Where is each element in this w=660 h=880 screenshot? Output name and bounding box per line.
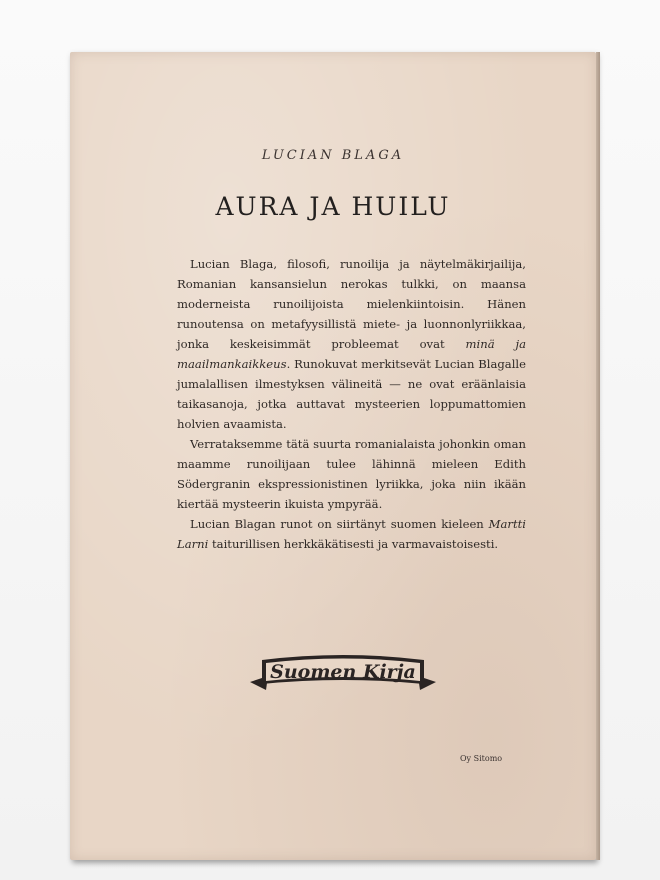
blurb-paragraph-2 — [177, 434, 526, 514]
blurb-paragraph-1 — [177, 254, 526, 434]
blurb-text-span: Lucian Blagan runot on siirtänyt suomen kieleen — [190, 517, 489, 531]
blurb-text — [177, 254, 526, 554]
blurb-text-span: Lucian Blaga, filosofi, runoilija ja näytelmäkirjailija, Romanian kansansielun nerokas tulkki, on maansa moderneista runoilijoista mielenkiintoisin. Hänen runoutensa on metafyysillistä miete- ja luonnonlyriikkaa, jonka keskeisimmät probleemat ovat — [177, 257, 526, 351]
blurb-text-span: taiturillisen herkkäkätisesti ja varmavaistoisesti. — [208, 537, 499, 551]
blurb-paragraph-3 — [177, 514, 526, 554]
publisher-logo — [246, 646, 440, 696]
book-title: AURA JA HUILU — [215, 192, 451, 221]
blurb-text-span: Verrataksemme tätä suurta romanialaista johonkin oman maamme runoilijaan tulee lähinnä mieleen Edith Södergranin ekspressionistinen lyriikka, joka niin ikään kiertää mysteerin ikuista ympyrää. — [177, 437, 526, 511]
author-name: LUCIAN BLAGA — [261, 148, 405, 163]
translator-name: Martti Larni — [177, 517, 526, 551]
blurb-italic-span: minä ja maailmankaikkeus — [177, 337, 526, 371]
logo-text: Suomen Kirja — [270, 661, 416, 683]
book-back-cover — [70, 52, 596, 860]
blurb-text-span: . Runokuvat merkitsevät Lucian Blagalle jumalallisen ilmestyksen välineitä — ne ovat eräänlaisia taikasanoja, jotka auttavat mysteerien loppumattomien holvien avaamista. — [177, 357, 526, 431]
printer-name: Oy Sitomo — [460, 754, 503, 763]
